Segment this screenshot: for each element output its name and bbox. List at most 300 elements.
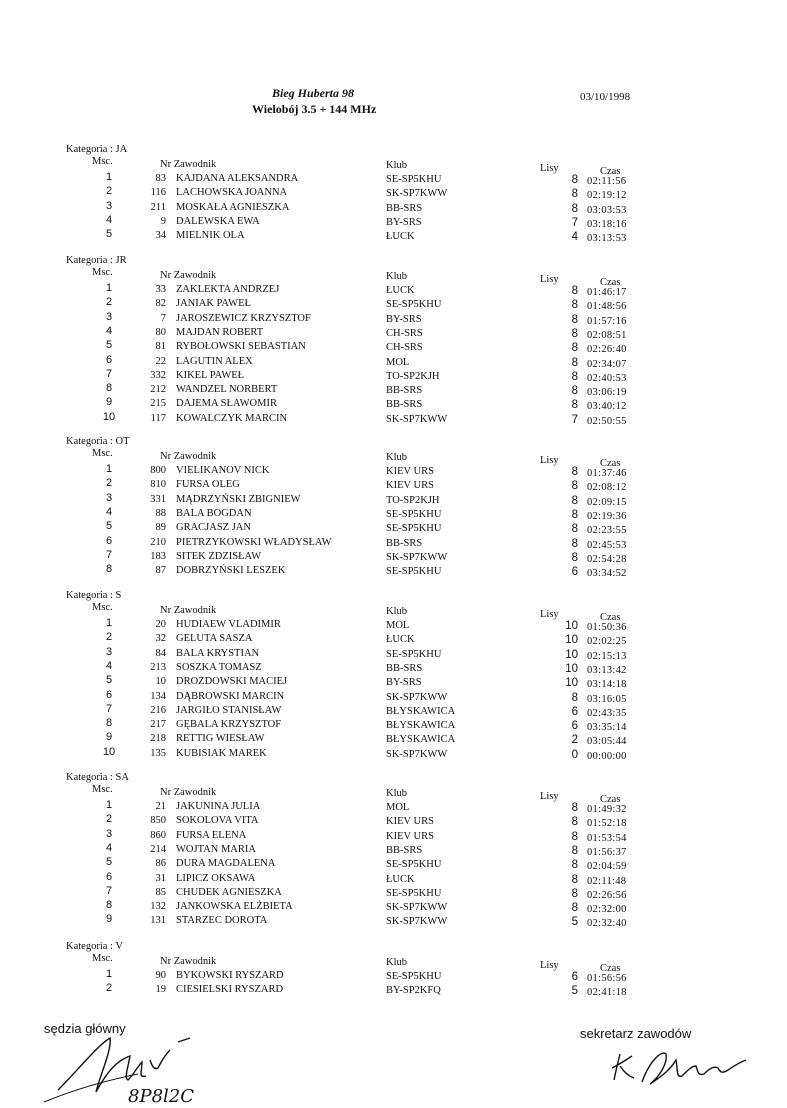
row-competitor-name: KAJDANA ALEKSANDRA [176,173,299,184]
row-time: 02:32:40 [587,918,627,930]
row-lisy: 8 [571,480,578,493]
row-place: 10 [102,745,116,758]
column-header-czas: Czas [600,612,621,623]
row-time: 02:50:55 [587,415,627,427]
column-header-nr-zawodnik: Nr Zawodnik [160,159,217,170]
row-place: 6 [105,353,113,366]
row-competitor-name: FURSA ELENA [176,829,247,841]
row-number: 800 [150,465,166,476]
row-competitor-name: WOJTAN MARIA [176,843,256,855]
row-place: 7 [105,884,113,897]
row-lisy: 10 [565,620,578,632]
category-label: Kategoria : V [66,941,123,952]
column-header-msc: Msc. [92,156,113,167]
column-header-lisy: Lisy [540,960,559,971]
row-number: 210 [150,536,166,548]
row-club: SE-SP5KHU [386,859,442,871]
row-time: 02:26:40 [587,344,627,356]
row-number: 21 [155,801,166,812]
row-place: 10 [102,410,116,423]
row-place: 3 [105,310,113,323]
row-number: 131 [150,915,166,927]
column-header-czas: Czas [600,794,621,805]
row-competitor-name: RYBOŁOWSKI SEBASTIAN [176,341,306,353]
row-competitor-name: GRACJASZ JAN [176,522,251,534]
row-time: 03:18:16 [587,218,627,230]
row-time: 02:41:18 [587,987,627,999]
row-club: SE-SP5KHU [386,299,442,311]
row-place: 8 [105,717,113,730]
row-competitor-name: LIPICZ OKSAWA [176,872,256,884]
row-lisy: 8 [571,385,578,398]
row-time: 01:37:46 [587,468,627,479]
row-place: 2 [105,982,113,995]
row-lisy: 8 [571,356,578,369]
column-header-nr-zawodnik: Nr Zawodnik [160,451,217,462]
row-number: 19 [155,984,166,996]
row-club: ŁUCK [386,285,415,296]
column-header-msc: Msc. [92,953,113,964]
column-header-klub: Klub [386,160,407,171]
column-header-klub: Klub [386,957,407,968]
row-club: BB-SRS [386,385,423,397]
category-label: Kategoria : JR [66,255,127,266]
row-time: 02:04:59 [587,861,627,873]
row-club: SE-SP5KHU [386,971,442,982]
row-time: 02:09:15 [587,496,627,508]
row-place: 4 [105,213,113,226]
row-time: 02:34:07 [587,358,627,370]
row-place: 5 [105,674,113,687]
row-number: 10 [155,676,166,688]
row-time: 03:35:14 [587,722,627,734]
row-club: BŁYSKAWICA [386,705,456,717]
row-club: CH-SRS [386,327,423,339]
row-lisy: 8 [571,537,578,550]
column-header-czas: Czas [600,166,621,177]
row-club: KIEV URS [386,466,434,477]
category-label: Kategoria : OT [66,436,130,447]
row-club: BY-SRS [386,677,422,689]
row-club: CH-SRS [386,342,423,354]
row-club: KIEV URS [386,830,434,842]
row-lisy: 6 [571,705,578,718]
row-club: SE-SP5KHU [386,887,442,899]
row-place: 6 [105,534,113,547]
row-club: MOL [386,620,410,631]
row-place: 5 [105,228,113,241]
row-lisy: 5 [571,916,578,929]
row-place: 6 [105,870,113,883]
category-label: Kategoria : SA [66,772,129,783]
row-number: 810 [150,479,166,491]
row-time: 01:52:18 [587,818,627,830]
row-number: 132 [150,901,166,913]
row-competitor-name: BYKOWSKI RYSZARD [176,970,284,981]
column-header-lisy: Lisy [540,274,559,285]
row-time: 02:08:12 [587,482,627,494]
row-place: 2 [105,185,113,198]
row-place: 1 [105,968,113,980]
row-lisy: 6 [571,971,578,983]
column-header-nr-zawodnik: Nr Zawodnik [160,605,217,616]
row-club: SK-SP7KWW [386,691,448,703]
row-place: 1 [105,463,113,475]
row-time: 03:14:18 [587,679,627,691]
row-competitor-name: RETTIG WIESŁAW [176,733,265,745]
row-competitor-name: JAROSZEWICZ KRZYSZTOF [176,312,311,324]
row-time: 03:13:42 [587,664,627,676]
row-place: 4 [105,659,113,672]
row-club: SE-SP5KHU [386,508,442,520]
row-lisy: 8 [571,523,578,536]
row-lisy: 10 [565,677,578,690]
column-header-msc: Msc. [92,602,113,613]
row-lisy: 8 [571,188,578,201]
row-place: 5 [105,856,113,869]
row-competitor-name: KIKEL PAWEŁ [176,369,245,381]
row-number: 84 [155,647,166,659]
row-number: 90 [155,970,166,981]
column-header-klub: Klub [386,606,407,617]
row-time: 03:16:05 [587,693,627,705]
row-place: 1 [105,282,113,294]
row-number: 135 [150,747,166,759]
row-lisy: 10 [565,634,578,647]
row-competitor-name: HUDIAEW VLADIMIR [176,619,281,630]
row-competitor-name: LAGUTIN ALEX [176,355,253,367]
row-number: 217 [150,719,166,731]
row-number: 850 [150,815,166,827]
row-competitor-name: DALEWSKA EWA [176,215,260,227]
row-number: 22 [155,355,166,367]
row-time: 01:57:16 [587,315,627,327]
row-club: BY-SRS [386,313,422,325]
column-header-klub: Klub [386,452,407,463]
row-lisy: 8 [571,174,578,186]
row-place: 4 [105,505,113,518]
row-lisy: 8 [571,370,578,383]
row-lisy: 8 [571,873,578,886]
row-time: 03:05:44 [587,736,627,748]
row-competitor-name: DĄBROWSKI MARCIN [176,690,285,702]
row-number: 212 [150,384,166,396]
row-club: BŁYSKAWICA [386,734,456,746]
row-club: SE-SP5KHU [386,174,442,185]
column-header-nr-zawodnik: Nr Zawodnik [160,787,217,798]
column-header-lisy: Lisy [540,791,559,802]
row-number: 89 [155,522,166,534]
row-time: 02:23:55 [587,525,627,537]
row-place: 9 [105,396,113,409]
row-lisy: 8 [571,342,578,355]
row-time: 02:45:53 [587,539,627,551]
row-place: 8 [105,899,113,912]
row-time: 03:06:19 [587,387,627,399]
row-competitor-name: DOBRZYŃSKI LESZEK [176,565,286,577]
row-competitor-name: FURSA OLEG [176,479,240,491]
row-time: 02:43:35 [587,707,627,719]
row-number: 332 [150,369,166,381]
row-place: 7 [105,367,113,380]
row-lisy: 8 [571,859,578,872]
row-place: 6 [105,688,113,701]
row-competitor-name: SITEK ZDZISŁAW [176,550,262,562]
row-lisy: 8 [571,551,578,564]
row-time: 03:13:53 [587,233,627,245]
row-time: 01:56:37 [587,846,627,858]
row-number: 331 [150,493,166,505]
row-competitor-name: GELUTA SASZA [176,633,253,645]
row-lisy: 7 [571,216,578,229]
row-competitor-name: JANKOWSKA ELŻBIETA [176,901,293,913]
row-lisy: 4 [571,231,578,244]
row-competitor-name: KOWALCZYK MARCIN [176,412,288,424]
column-header-czas: Czas [600,277,621,288]
row-place: 8 [105,382,113,395]
row-club: ŁUCK [386,231,415,243]
row-lisy: 10 [565,662,578,675]
row-lisy: 8 [571,902,578,915]
row-club: SK-SP7KWW [386,551,448,563]
row-lisy: 8 [571,202,578,215]
chief-judge-label: sędzia główny [44,1021,126,1036]
document-title: Bieg Huberta 98 [272,86,355,100]
row-time: 03:40:12 [587,401,627,413]
row-club: SK-SP7KWW [386,916,448,928]
row-number: 116 [150,187,166,199]
row-time: 02:19:12 [587,190,627,202]
row-competitor-name: GĘBALA KRZYSZTOF [176,719,282,731]
secretary-signature [606,1040,756,1095]
row-place: 5 [105,339,113,352]
row-place: 9 [105,913,113,926]
row-competitor-name: JARGIŁO STANISŁAW [176,704,282,716]
row-club: BB-SRS [386,399,423,411]
row-club: SK-SP7KWW [386,902,448,914]
row-place: 2 [105,631,113,644]
row-place: 5 [105,520,113,533]
column-header-czas: Czas [600,963,621,974]
row-lisy: 6 [571,720,578,733]
column-header-lisy: Lisy [540,455,559,466]
row-number: 85 [155,886,166,898]
row-lisy: 8 [571,399,578,412]
row-competitor-name: DAJEMA SŁAWOMIR [176,398,277,410]
row-club: BB-SRS [386,202,423,214]
row-place: 8 [105,563,113,576]
row-number: 20 [155,619,166,630]
row-place: 7 [105,548,113,561]
row-number: 183 [150,550,166,562]
row-lisy: 8 [571,816,578,829]
row-time: 01:48:56 [587,301,627,313]
row-lisy: 6 [571,566,578,579]
row-place: 3 [105,645,113,658]
row-lisy: 10 [565,648,578,661]
row-competitor-name: PIETRZYKOWSKI WŁADYSŁAW [176,536,332,548]
row-lisy: 8 [571,830,578,843]
document-subtitle: Wielobój 3.5 + 144 MHz [252,102,377,116]
row-competitor-name: KUBISIAK MAREK [176,747,267,759]
row-club: KIEV URS [386,816,434,828]
row-club: SK-SP7KWW [386,748,448,760]
column-header-lisy: Lisy [540,163,559,174]
row-time: 02:32:00 [587,904,627,916]
row-club: MOL [386,802,410,813]
chief-judge-signature [38,1030,228,1105]
row-club: BB-SRS [386,537,423,549]
category-label: Kategoria : JA [66,144,128,155]
row-competitor-name: DURA MAGDALENA [176,858,276,870]
row-place: 2 [105,477,113,490]
row-competitor-name: VIELIKANOV NICK [176,465,270,476]
row-competitor-name: BALA BOGDAN [176,507,252,519]
row-place: 2 [105,813,113,826]
row-time: 02:19:36 [587,510,627,522]
row-time: 02:26:56 [587,889,627,901]
row-competitor-name: SOSZKA TOMASZ [176,661,262,673]
row-place: 1 [105,799,113,811]
row-number: 81 [155,341,166,353]
row-competitor-name: CIESIELSKI RYSZARD [176,984,284,996]
row-lisy: 7 [571,413,578,426]
row-lisy: 2 [571,734,578,747]
row-competitor-name: CHUDEK AGNIESZKA [176,886,282,898]
row-number: 32 [155,633,166,645]
row-lisy: 8 [571,466,578,478]
row-lisy: 8 [571,327,578,340]
row-club: TO-SP2KJH [386,370,440,382]
row-number: 9 [160,215,166,227]
row-number: 80 [155,326,166,338]
row-club: BŁYSKAWICA [386,720,456,732]
row-time: 01:46:17 [587,287,627,298]
row-number: 82 [155,298,166,310]
row-number: 216 [150,704,166,716]
row-time: 03:03:53 [587,204,627,216]
row-club: ŁUCK [386,634,415,646]
row-club: BY-SRS [386,216,422,228]
row-time: 02:54:28 [587,553,627,565]
row-competitor-name: STARZEC DOROTA [176,915,268,927]
row-time: 03:34:52 [587,568,627,580]
column-header-msc: Msc. [92,448,113,459]
row-competitor-name: MAJDAN ROBERT [176,326,264,338]
row-club: SK-SP7KWW [386,413,448,425]
row-place: 7 [105,702,113,715]
row-place: 1 [105,171,113,183]
row-number: 83 [155,173,166,184]
row-number: 215 [150,398,166,410]
row-place: 3 [105,491,113,504]
row-place: 2 [105,296,113,309]
row-number: 88 [155,507,166,519]
row-time: 01:49:32 [587,804,627,815]
row-lisy: 8 [571,844,578,857]
row-club: SE-SP5KHU [386,648,442,660]
row-number: 134 [150,690,166,702]
row-number: 117 [150,412,166,424]
row-competitor-name: BALA KRYSTIAN [176,647,260,659]
row-number: 86 [155,858,166,870]
row-number: 218 [150,733,166,745]
row-number: 87 [155,565,166,577]
row-club: BY-SP2KFQ [386,985,441,997]
chief-judge-handwriting: 8P8l2C [128,1086,194,1105]
row-number: 213 [150,661,166,673]
row-time: 02:08:51 [587,329,627,341]
row-place: 1 [105,617,113,629]
row-lisy: 8 [571,285,578,297]
row-club: MOL [386,356,410,368]
row-club: KIEV URS [386,480,434,492]
row-place: 3 [105,199,113,212]
row-place: 9 [105,731,113,744]
column-header-czas: Czas [600,458,621,469]
row-competitor-name: SOKOLOVA VITA [176,815,259,827]
row-number: 33 [155,284,166,295]
column-header-msc: Msc. [92,267,113,278]
row-club: SE-SP5KHU [386,523,442,535]
row-time: 01:56:56 [587,973,627,984]
row-time: 02:40:53 [587,372,627,384]
row-lisy: 8 [571,887,578,900]
row-place: 4 [105,841,113,854]
column-header-msc: Msc. [92,784,113,795]
row-time: 02:11:48 [587,875,627,887]
row-place: 3 [105,827,113,840]
row-number: 211 [150,201,166,213]
row-time: 01:53:54 [587,832,627,844]
row-place: 4 [105,324,113,337]
row-time: 01:50:36 [587,622,627,633]
row-lisy: 0 [571,748,578,761]
column-header-klub: Klub [386,271,407,282]
column-header-nr-zawodnik: Nr Zawodnik [160,956,217,967]
row-lisy: 8 [571,802,578,814]
row-number: 7 [160,312,166,324]
row-time: 02:11:56 [587,176,627,187]
row-time: 02:15:13 [587,650,627,662]
row-club: BB-SRS [386,844,423,856]
row-competitor-name: DROZDOWSKI MACIEJ [176,676,288,688]
row-lisy: 8 [571,494,578,507]
row-number: 214 [150,843,166,855]
row-lisy: 8 [571,691,578,704]
row-club: BB-SRS [386,662,423,674]
row-competitor-name: ZAKLEKTA ANDRZEJ [176,284,280,295]
row-competitor-name: MĄDRZYŃSKI ZBIGNIEW [176,493,301,505]
document-date: 03/10/1998 [580,91,631,103]
row-club: SE-SP5KHU [386,566,442,578]
row-lisy: 5 [571,985,578,998]
row-number: 860 [150,829,166,841]
category-label: Kategoria : S [66,590,122,601]
row-competitor-name: WANDZEL NORBERT [176,384,278,396]
row-competitor-name: LACHOWSKA JOANNA [176,187,288,199]
row-competitor-name: JANIAK PAWEŁ [176,298,251,310]
row-club: ŁUCK [386,873,415,885]
column-header-nr-zawodnik: Nr Zawodnik [160,270,217,281]
row-lisy: 8 [571,508,578,521]
row-competitor-name: MOSKAŁA AGNIESZKA [176,201,290,213]
column-header-klub: Klub [386,788,407,799]
column-header-lisy: Lisy [540,609,559,620]
row-club: SK-SP7KWW [386,188,448,200]
secretary-label: sekretarz zawodów [580,1026,692,1041]
row-lisy: 8 [571,299,578,312]
